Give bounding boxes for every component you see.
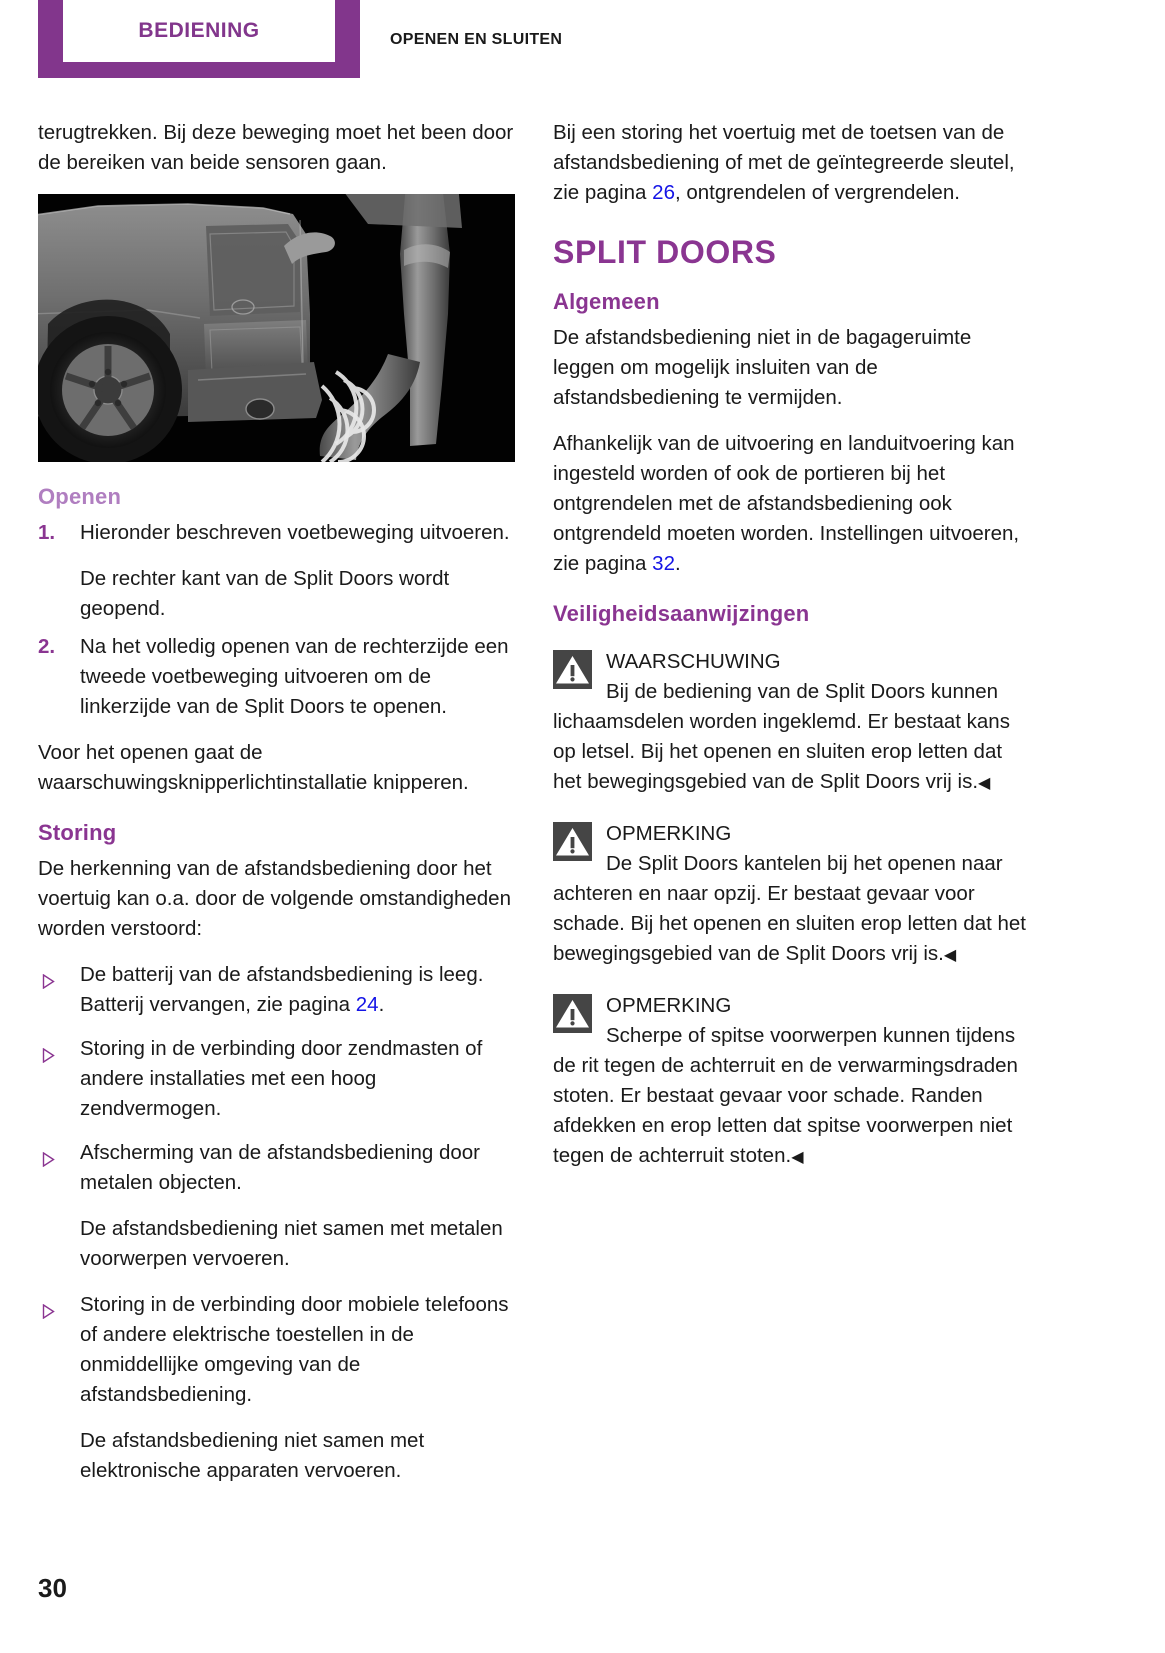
list-item	[38, 1290, 515, 1410]
right-intro-after: , ontgrendelen of vergrendelen.	[674, 181, 960, 204]
page-title: SPLIT DOORS	[553, 234, 777, 270]
warning-body	[553, 677, 1030, 799]
warning-triangle-icon	[553, 822, 592, 861]
openen-closing-paragraph: Voor het openen gaat de waarschuwingsknipperlichtinstallatie knipperen.	[38, 741, 469, 794]
warning-title: OPMERKING	[606, 994, 732, 1017]
storing-note-electronic: De afstandsbediening niet samen met elektronische apparaten vervoeren.	[80, 1429, 425, 1482]
page-number: 30	[38, 1573, 67, 1603]
warning-title: WAARSCHUWING	[606, 650, 781, 673]
warning-body	[553, 1021, 1030, 1173]
step-number: 2.	[38, 635, 56, 658]
chapter-tab-inner	[63, 0, 335, 62]
step-item	[38, 632, 515, 722]
algemeen-paragraph-2	[553, 429, 1030, 579]
list-item-text: Afscherming van de afstandsbediening door metalen objecten.	[80, 1141, 481, 1194]
heading-veiligheidsaanwijzingen: Veiligheidsaanwijzingen	[553, 601, 810, 626]
triangle-bullet-icon	[42, 1042, 55, 1057]
list-item-text: Storing in de verbinding door mobiele telefoons of andere elektrische toestellen in de onmiddellijke omgeving van de afstandsbediening.	[80, 1293, 509, 1406]
algemeen-paragraph-1: De afstandsbediening niet in de bagageruimte leggen om mogelijk insluiten van de afstandsbediening te vermijden.	[553, 326, 972, 409]
warning-endmark: ◀	[978, 775, 991, 792]
step-text: Hieronder beschreven voetbeweging uitvoeren.	[80, 521, 510, 544]
warning-body	[553, 849, 1030, 971]
triangle-bullet-icon	[42, 968, 55, 983]
warning-block	[553, 647, 1030, 799]
algemeen-p2-after: .	[674, 552, 681, 575]
page-reference-link[interactable]: 24	[355, 993, 379, 1016]
warning-title: OPMERKING	[606, 822, 732, 845]
algemeen-p2-before: Afhankelijk van de uitvoering en landuitvoering kan ingesteld worden of ook de portieren bij het ontgrendelen met de afstandsbediening ook ontgrendeld moeten worden. Instellingen uitvoeren, zie pagina	[553, 432, 1020, 575]
warning-block	[553, 991, 1030, 1173]
spacer	[38, 722, 515, 738]
triangle-bullet-icon	[42, 1146, 55, 1161]
storing-note-metal: De afstandsbediening niet samen met metalen voorwerpen vervoeren.	[80, 1217, 503, 1270]
list-item-text-after: .	[378, 993, 385, 1016]
storing-bullets	[38, 960, 515, 1198]
intro-paragraph: terugtrekken. Bij deze beweging moet het been door de bereiken van beide sensoren gaan.	[38, 121, 514, 174]
list-item	[38, 960, 515, 1020]
page-header	[0, 0, 1165, 82]
spacer	[38, 1410, 515, 1426]
storing-intro: De herkenning van de afstandsbediening door het voertuig kan o.a. door de volgende omstandigheden worden verstoord:	[38, 857, 511, 940]
openen-steps	[38, 518, 515, 548]
warning-body-text: De Split Doors kantelen bij het openen naar achteren en naar opzij. Er bestaat gevaar voor schade. Bij het openen en sluiten erop letten dat het bewegingsgebied van de Split Doors vrij is.	[553, 852, 1026, 965]
figure-foot-sensor	[38, 194, 515, 462]
list-item	[38, 1034, 515, 1124]
warning-triangle-icon	[553, 994, 592, 1033]
step-text: Na het volledig openen van de rechterzijde een tweede voetbeweging uitvoeren om de linkerzijde van de Split Doors te openen.	[80, 635, 509, 718]
spacer	[38, 1198, 515, 1214]
spacer	[38, 548, 515, 564]
page-reference-link[interactable]: 32	[652, 552, 675, 575]
storing-bullets-2	[38, 1290, 515, 1410]
chapter-tab	[38, 0, 360, 78]
spacer	[38, 1274, 515, 1290]
warning-endmark: ◀	[943, 947, 957, 964]
section-label: OPENEN EN SLUITEN	[390, 31, 563, 48]
page-reference-link[interactable]: 26	[652, 181, 675, 204]
right-intro-paragraph	[553, 118, 1030, 208]
warning-endmark: ◀	[791, 1149, 804, 1166]
step-number: 1.	[38, 521, 56, 544]
heading-openen: Openen	[38, 484, 122, 509]
step-item	[38, 518, 515, 548]
warning-body-text: Bij de bediening van de Split Doors kunnen lichaamsdelen worden ingeklemd. Er bestaat kans op letsel. Bij het openen en sluiten erop letten dat het bewegingsgebied van de Split Doors vrij is.	[553, 680, 1010, 793]
heading-storing: Storing	[38, 820, 117, 845]
list-item	[38, 1138, 515, 1198]
spacer	[38, 624, 515, 632]
openen-steps-2	[38, 632, 515, 722]
right-column	[553, 118, 1030, 1173]
heading-algemeen: Algemeen	[553, 289, 660, 314]
chapter-label: BEDIENING	[138, 19, 260, 42]
list-item-text: De batterij van de afstandsbediening is leeg. Batterij vervangen, zie pagina	[80, 963, 484, 1016]
step1-note: De rechter kant van de Split Doors wordt geopend.	[80, 567, 450, 620]
warning-block	[553, 819, 1030, 971]
right-intro-before: Bij een storing het voertuig met de toetsen van de afstandsbediening of met de geïntegreerde sleutel, zie pagina	[553, 121, 1015, 204]
list-item-text: Storing in de verbinding door zendmasten of andere installaties met een hoog zendvermogen.	[80, 1037, 483, 1120]
triangle-bullet-icon	[42, 1298, 55, 1313]
figure-illustration	[38, 194, 515, 462]
warning-triangle-icon	[553, 650, 592, 689]
warning-body-text: Scherpe of spitse voorwerpen kunnen tijdens de rit tegen de achterruit en de verwarmingsdraden stoten. Er bestaat gevaar voor schade. Randen afdekken en erop letten dat spitse voorwerpen niet tegen de achterruit stoten.	[553, 1024, 1018, 1167]
left-column	[38, 118, 515, 1486]
